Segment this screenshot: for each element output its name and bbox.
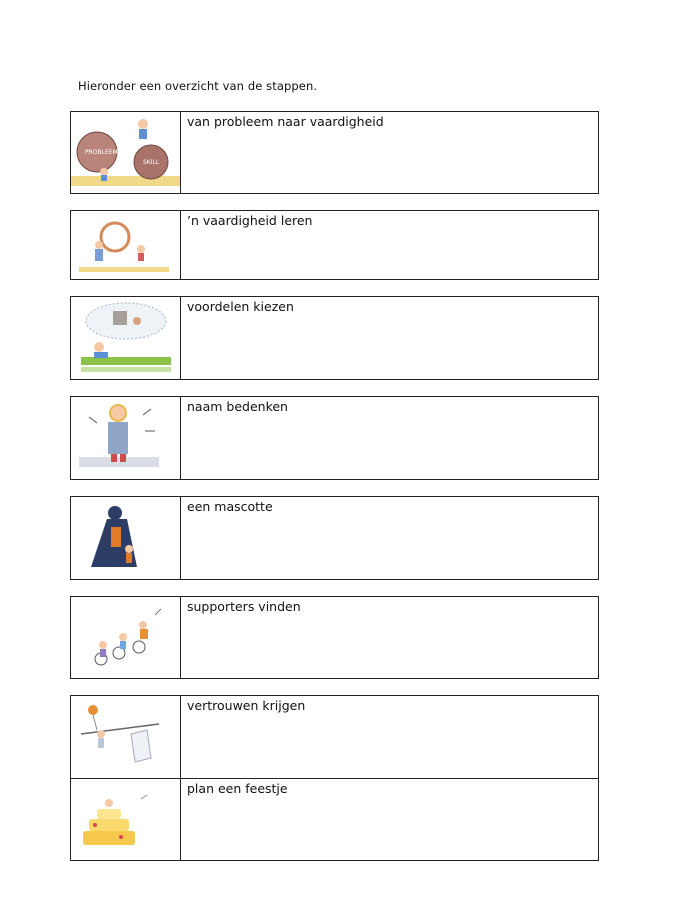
step-row — [70, 396, 599, 480]
step-row — [70, 111, 599, 194]
svg-text:SKILL: SKILL — [143, 159, 160, 166]
step-label: supporters vinden — [187, 599, 301, 614]
step-label: vertrouwen krijgen — [187, 698, 306, 713]
batman-illustration — [71, 497, 181, 579]
thinking-kid-illustration — [71, 397, 181, 479]
step-row — [70, 695, 599, 778]
svg-text:PROBLEEM: PROBLEEM — [85, 149, 118, 156]
cake-illustration — [71, 779, 181, 860]
step-label: naam bedenken — [187, 399, 288, 414]
step-row — [70, 210, 599, 280]
step-row — [70, 496, 599, 580]
step-label: voordelen kiezen — [187, 299, 294, 314]
intro-text: Hieronder een overzicht van de stappen. — [78, 79, 318, 93]
dream-illustration — [71, 297, 181, 379]
step-row — [70, 778, 599, 861]
cyclists-illustration — [71, 597, 181, 678]
step-label: plan een feestje — [187, 781, 288, 796]
tightrope-illustration — [71, 696, 181, 778]
step-label: van probleem naar vaardigheid — [187, 114, 384, 129]
step-label: een mascotte — [187, 499, 273, 514]
hoop-illustration — [71, 211, 181, 279]
step-label: ’n vaardigheid leren — [187, 213, 313, 228]
step-row — [70, 596, 599, 679]
boulders-illustration — [71, 112, 181, 193]
step-row — [70, 296, 599, 380]
